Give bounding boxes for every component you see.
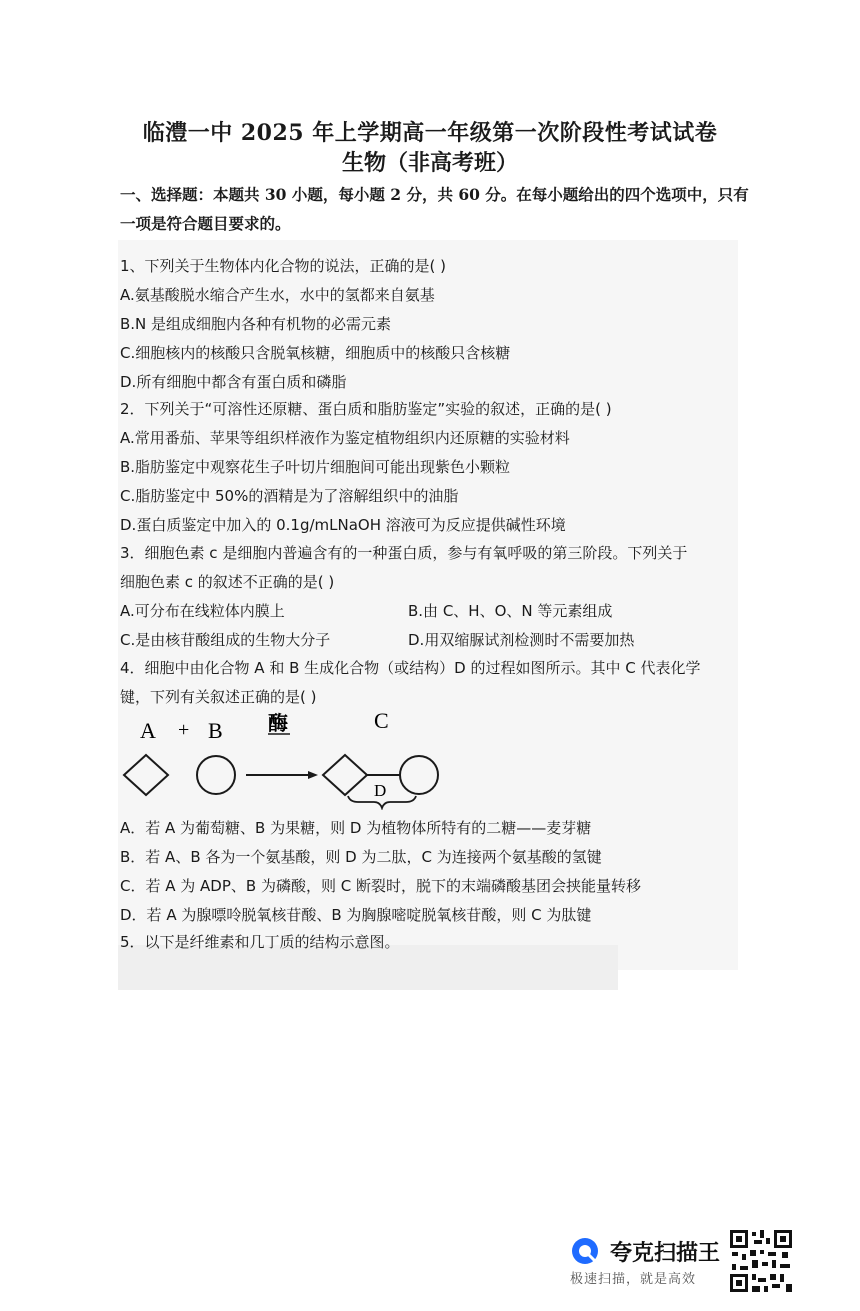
q4-reaction-diagram [112,700,472,810]
q5-stem: 5．以下是纤维素和几丁质的结构示意图。 [120,933,400,951]
q4-option-d: D．若 A 为腺嘌呤脱氧核苷酸、B 为胸腺嘧啶脱氧核苷酸，则 C 为肽键 [120,906,592,924]
qr-code-icon[interactable] [728,1228,794,1294]
q4-option-a: A．若 A 为葡萄糖、B 为果糖，则 D 为植物体所特有的二糖——麦芽糖 [120,819,592,837]
q4-stem-line2: 键，下列有关叙述正确的是( ) [120,688,317,706]
diagram-enzyme-label: 酶 [268,713,288,735]
scanner-watermark [566,1232,726,1288]
q3-option-b: B.由 C、H、O、N 等元素组成 [408,602,613,620]
q4-option-c: C．若 A 为 ADP、B 为磷酸，则 C 断裂时，脱下的末端磷酸基团会挟能量转移 [120,877,641,895]
q2-option-a: A.常用番茄、苹果等组织样液作为鉴定植物组织内还原糖的实验材料 [120,429,570,447]
q3-option-d: D.用双缩脲试剂检测时不需要加热 [408,631,635,649]
diagram-label-a: A [140,718,156,743]
q4-option-b: B．若 A、B 各为一个氨基酸，则 D 为二肽，C 为连接两个氨基酸的氢键 [120,848,602,866]
q3-option-c: C.是由核苷酸组成的生物大分子 [120,631,331,649]
exam-subtitle: 生物（非高考班） [341,150,518,176]
q2-option-b: B.脂肪鉴定中观察花生子叶切片细胞间可能出现紫色小颗粒 [120,458,511,476]
brand-tagline: 极速扫描，就是高效 [570,1272,697,1287]
q1-stem: 1、下列关于生物体内化合物的说法，正确的是( ) [120,257,447,275]
q3-stem-line2: 细胞色素 c 的叙述不正确的是( ) [120,573,335,591]
q3-option-a: A.可分布在线粒体内膜上 [120,602,285,620]
compound-a-diamond [124,755,168,795]
q2-option-c: C.脂肪鉴定中 50%的酒精是为了溶解组织中的油脂 [120,487,459,505]
diagram-plus: + [178,719,190,741]
compound-b-circle [197,756,235,794]
quark-logo-icon [570,1236,600,1266]
product-circle [400,756,438,794]
q1-option-c: C.细胞核内的核酸只含脱氧核糖，细胞质中的核酸只含核糖 [120,344,511,362]
diagram-label-c: C [374,708,389,733]
q1-option-b: B.N 是组成细胞内各种有机物的必需元素 [120,315,392,333]
diagram-label-b: B [208,718,223,743]
brand-name: 夸克扫描王 [610,1241,721,1266]
q1-option-d: D.所有细胞中都含有蛋白质和磷脂 [120,373,347,391]
q2-stem: 2．下列关于“可溶性还原糖、蛋白质和脂肪鉴定”实验的叙述，正确的是( ) [120,400,612,418]
q1-option-a: A.氨基酸脱水缩合产生水，水中的氢都来自氨基 [120,286,435,304]
section-heading: 一、选择题：本题共 30 小题，每小题 2 分，共 60 分。在每小题给出的四个选项中，只有一项是符合题目要求的。 [120,185,749,233]
q2-option-d: D.蛋白质鉴定中加入的 0.1g/mLNaOH 溶液可为反应提供碱性环境 [120,516,566,534]
diagram-label-d: D [374,781,387,800]
exam-title: 临澧一中 2025 年上学期高一年级第一次阶段性考试试卷 [142,120,718,146]
reaction-arrowhead [308,771,318,779]
q4-stem-line1: 4．细胞中由化合物 A 和 B 生成化合物（或结构）D 的过程如图所示。其中 C 代表化学 [120,659,701,677]
q3-stem-line1: 3．细胞色素 c 是细胞内普遍含有的一种蛋白质，参与有氧呼吸的第三阶段。下列关于 [120,544,688,562]
product-diamond [323,755,367,795]
